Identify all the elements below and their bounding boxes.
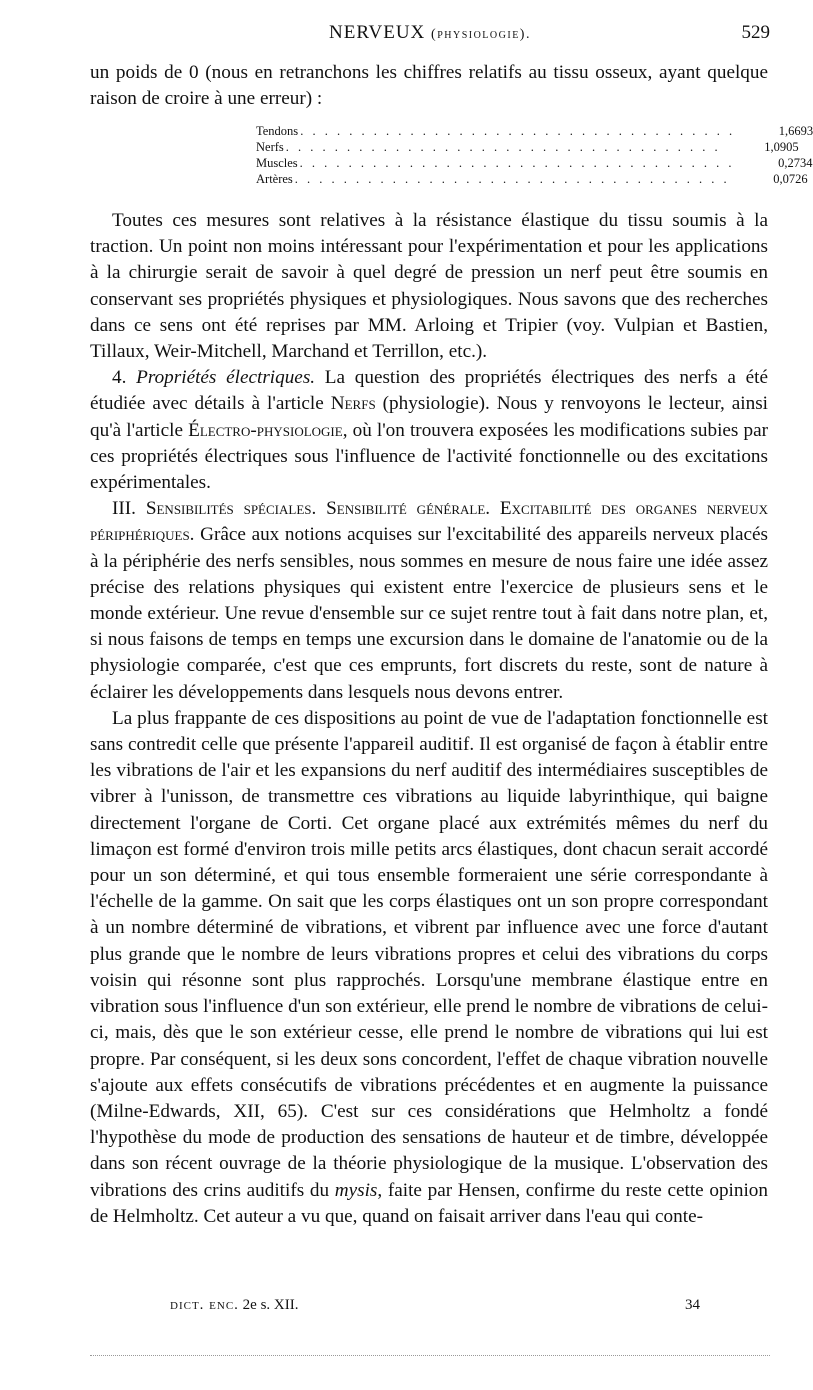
- paragraph-auditory-apparatus: [90, 706, 768, 1230]
- running-title-main: NERVEUX: [329, 22, 426, 43]
- paragraph-traction: Toutes ces mesures sont relatives à la résistance élastique du tissu soumis à la traction. Un point non moins intéressant pour l'expérimentation et pour les applications à la chirurgie serait de savoir à quel degré de pression un nerf peut être soumis en conservant ses propriétés physiques et physiologiques. Nous savons que des recherches dans ce sens ont été reprises par MM. Arloing et Tripier (voy. Vulpian et Bastien, Tillaux, Weir-Mitchell, Marchand et Terrillon, etc.).: [90, 210, 768, 363]
- measure-value: 1,6693: [778, 124, 813, 138]
- section-heading: Sensibilités spéciales. Sensibilité générale. Excitabilité des organes nerveux périphériques.: [90, 498, 768, 546]
- footer-abbrev: dict. enc.: [170, 1297, 239, 1313]
- paragraph-text: La plus frappante de ces dispositions au point de vue de l'adaptation fonctionnelle est sans contredit celle que présente l'appareil auditif. Il est organisé de façon à établir entre les vibrations de l'air et les expansions du nerf auditif des intermédiaires susceptibles de vibrer à l'unisson, de transmettre ces vibrations au liquide labyrinthique, qui baigne directement l'organe de Corti. Cet organe placé aux extrémités mêmes du nerf du limaçon est formé d'environ trois mille petits arcs élastiques, dont chacun serait accordé pour un son déterminé, et qui tous ensemble formeraient une série correspondante à l'échelle de la gamme. On sait que les corps élastiques ont un son propre correspondant à un nombre déterminé de vibrations, et vibrent par influence avec une force d'autant plus grande que le nombre de leurs vibrations propres et celui des vibrations du corps voisin qui résonne sont plus rapprochés. Lorsqu'une membrane élastique entre en vibration sous l'influence d'un son extérieur, elle prend le nombre de vibrations de celui-ci, mais, dès que le son extérieur cesse, elle prend le nombre de vibrations qui lui est propre. Par conséquent, si les deux sons concordent, l'effet de chaque vibration nouvelle s'ajoute aux effets consécutifs de vibrations précédentes et en augmente la puissance (Milne-Edwards, XII, 65). C'est sur ces considérations que Helmholtz a fondé l'hypothèse du mode de production des sensations de hauteur et de timbre, développée dans son récent ouvrage de la théorie physiologique de la musique. L'observation des vibrations des crins auditifs du: [90, 707, 768, 1201]
- measure-row: [256, 171, 808, 187]
- measure-value: 0,2734: [778, 156, 813, 170]
- section-heading: Propriétés électriques.: [136, 367, 316, 389]
- measure-row: [256, 155, 813, 171]
- paragraph-text: (physiologie). Nous y renvoyons le lecteur, ainsi qu'à l'article: [90, 393, 768, 441]
- footer-series: 2e s. XII.: [242, 1297, 299, 1313]
- measure-label: Artères: [256, 172, 293, 186]
- measures-table: [256, 123, 813, 187]
- measure-label: Tendons: [256, 124, 299, 138]
- intro-paragraph: un poids de 0 (nous en retranchons les chiffres relatifs au tissu osseux, ayant quelque raison de croire à une erreur) :: [90, 62, 768, 110]
- measure-row: [256, 139, 799, 155]
- dot-leader: . . . . . . . . . . . . . . . . . . . . . . . . . . . . . . . . . . . .: [285, 140, 721, 154]
- running-title-sub: (physiologie).: [431, 27, 531, 42]
- footer-sheet-number: 34: [685, 1297, 700, 1313]
- footer-signature: [170, 1297, 299, 1314]
- running-title: [90, 22, 770, 44]
- section-numeral: III.: [112, 498, 136, 520]
- intro-block: [90, 60, 768, 112]
- paragraph-electric-properties: [90, 365, 768, 496]
- page-footer: [170, 1297, 700, 1321]
- section-number: 4.: [112, 367, 127, 389]
- page-number: 529: [741, 22, 770, 43]
- scan-edge-divider: [90, 1355, 770, 1356]
- dot-leader: . . . . . . . . . . . . . . . . . . . . . . . . . . . . . . . . . . . .: [299, 156, 735, 170]
- emphasis-term: mysis: [334, 1179, 378, 1201]
- body-text: [90, 208, 768, 1230]
- measure-value: 0,0726: [773, 172, 808, 186]
- paragraph-text: Grâce aux notions acquises sur l'excitabilité des appareils nerveux placés à la périphérie des nerfs sensibles, nous sommes en mesure de nous faire une idée assez précise des relations physiques qui existent entre l'exercice de plusieurs sens et le monde extérieur. Une revue d'ensemble sur ce sujet rentre tout à fait dans notre plan, et, si nous faisons de temps en temps une excursion dans le domaine de l'anatomie ou de la physiologie comparée, c'est que ces emprunts, fort discrets du reste, sont de nature à éclairer les développements dans lesquels nous devons entrer.: [90, 524, 768, 703]
- running-header: [90, 22, 770, 48]
- paragraph-special-sensibilities: [90, 496, 768, 706]
- paragraph-text: La question des propriétés électriques des nerfs a été étudiée avec détails à l'article: [90, 367, 768, 415]
- dot-leader: . . . . . . . . . . . . . . . . . . . . . . . . . . . . . . . . . . . .: [300, 124, 736, 138]
- article-reference: Électro-physiologie: [188, 419, 343, 441]
- paragraph-text: , faite par Hensen, confirme du reste cette opinion de Helmholtz. Cet auteur a vu que, quand on faisait arriver dans l'eau qui conte-: [90, 1179, 768, 1227]
- paragraph-text: , où l'on trouvera exposées les modifications subies par ces propriétés électriques sous l'influence de l'activité fonctionnelle ou des excitations expérimentales.: [90, 419, 768, 494]
- article-reference: Nerfs: [330, 393, 376, 415]
- measure-label: Nerfs: [256, 140, 284, 154]
- measure-label: Muscles: [256, 156, 298, 170]
- measure-value: 1,0905: [764, 140, 799, 154]
- dot-leader: . . . . . . . . . . . . . . . . . . . . . . . . . . . . . . . . . . . .: [294, 172, 730, 186]
- measure-row: [256, 123, 813, 139]
